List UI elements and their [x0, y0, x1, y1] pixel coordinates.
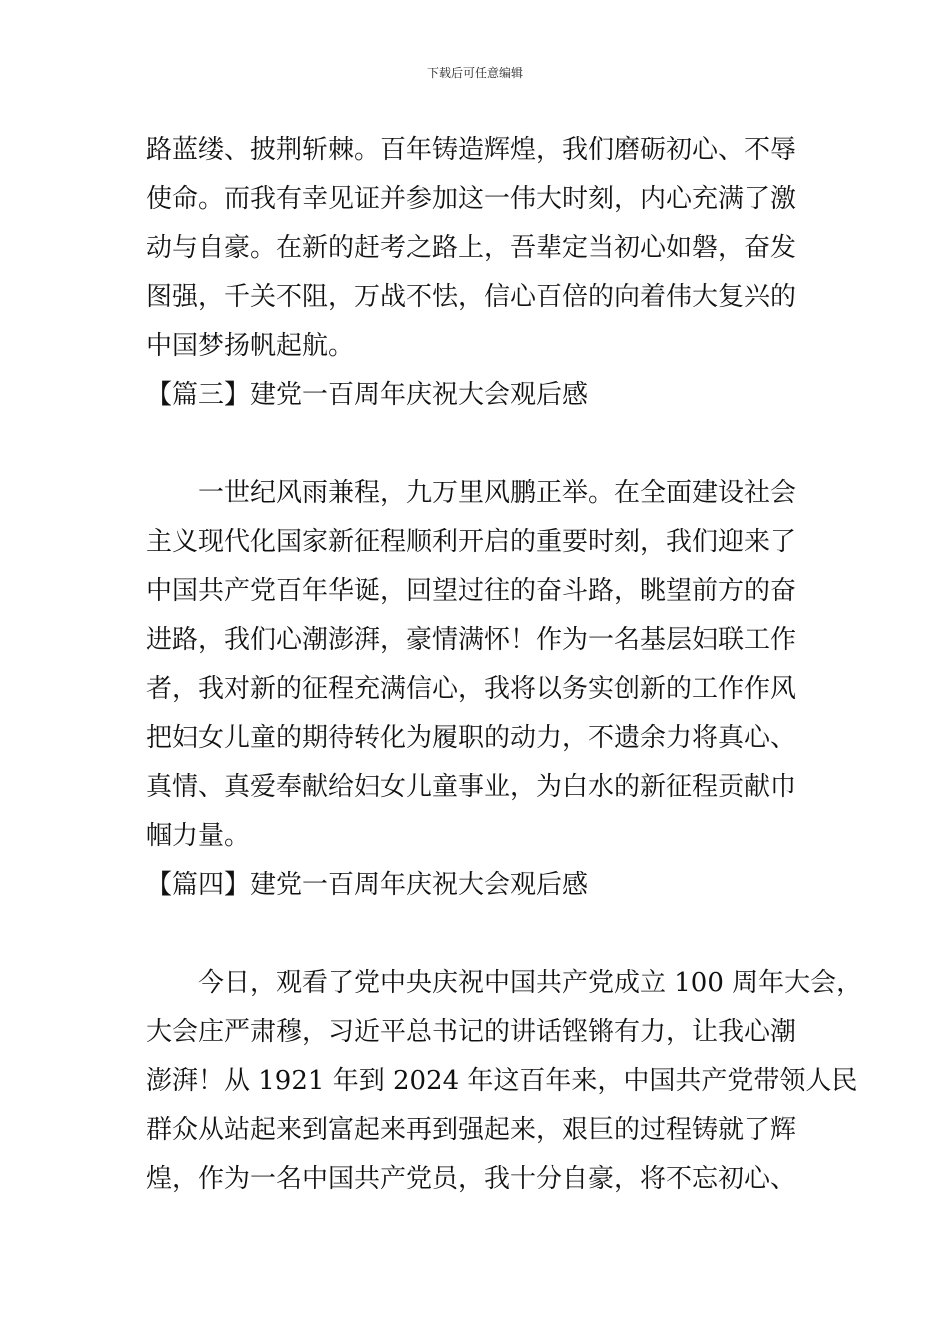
paragraph-continuation: [146, 126, 816, 371]
text-line: 使命。而我有幸见证并参加这一伟大时刻，内心充满了激: [146, 184, 797, 214]
text-line: 中国共产党百年华诞，回望过往的奋斗路，眺望前方的奋: [146, 576, 797, 606]
text-line: 煌，作为一名中国共产党员，我十分自豪，将不忘初心、: [146, 1164, 797, 1194]
blank-line: [146, 420, 816, 469]
text-line: 真情、真爱奉献给妇女儿童事业，为白水的新征程贡献巾: [146, 772, 797, 802]
paragraph-section-3: [146, 469, 816, 861]
text-line: 进路，我们心潮澎湃，豪情满怀！作为一名基层妇联工作: [146, 625, 797, 655]
text-line: 一世纪风雨兼程，九万里风鹏正举。在全面建设社会: [146, 478, 797, 508]
text-line: 中国梦扬帆起航。: [146, 331, 355, 361]
section-heading-4: 【篇四】建党一百周年庆祝大会观后感: [146, 870, 589, 900]
document-body: [146, 126, 863, 1204]
header-note: 下载后可任意编辑: [426, 66, 523, 80]
text-line: 大会庄严肃穆，习近平总书记的讲话铿锵有力，让我心潮: [146, 1017, 797, 1047]
text-line: 群众从站起来到富起来再到强起来，艰巨的过程铸就了辉: [146, 1115, 797, 1145]
text-line: 图强，千关不阻，万战不怯，信心百倍的向着伟大复兴的: [146, 282, 797, 312]
text-line: 帼力量。: [146, 821, 251, 851]
text-line: 主义现代化国家新征程顺利开启的重要时刻，我们迎来了: [146, 527, 797, 557]
section-heading-3: 【篇三】建党一百周年庆祝大会观后感: [146, 380, 589, 410]
text-line: 今日，观看了党中央庆祝中国共产党成立 100 周年大会，: [146, 968, 863, 998]
text-line: 路蓝缕、披荆斩棘。百年铸造辉煌，我们磨砺初心、不辱: [146, 135, 797, 165]
text-line: 澎湃！从 1921 年到 2024 年这百年来，中国共产党带领人民: [146, 1066, 858, 1096]
text-line: 者，我对新的征程充满信心，我将以务实创新的工作作风: [146, 674, 797, 704]
text-line: 动与自豪。在新的赶考之路上，吾辈定当初心如磐，奋发: [146, 233, 797, 263]
blank-line: [146, 910, 816, 959]
text-line: 把妇女儿童的期待转化为履职的动力，不遗余力将真心、: [146, 723, 797, 753]
paragraph-section-4: [146, 959, 863, 1204]
